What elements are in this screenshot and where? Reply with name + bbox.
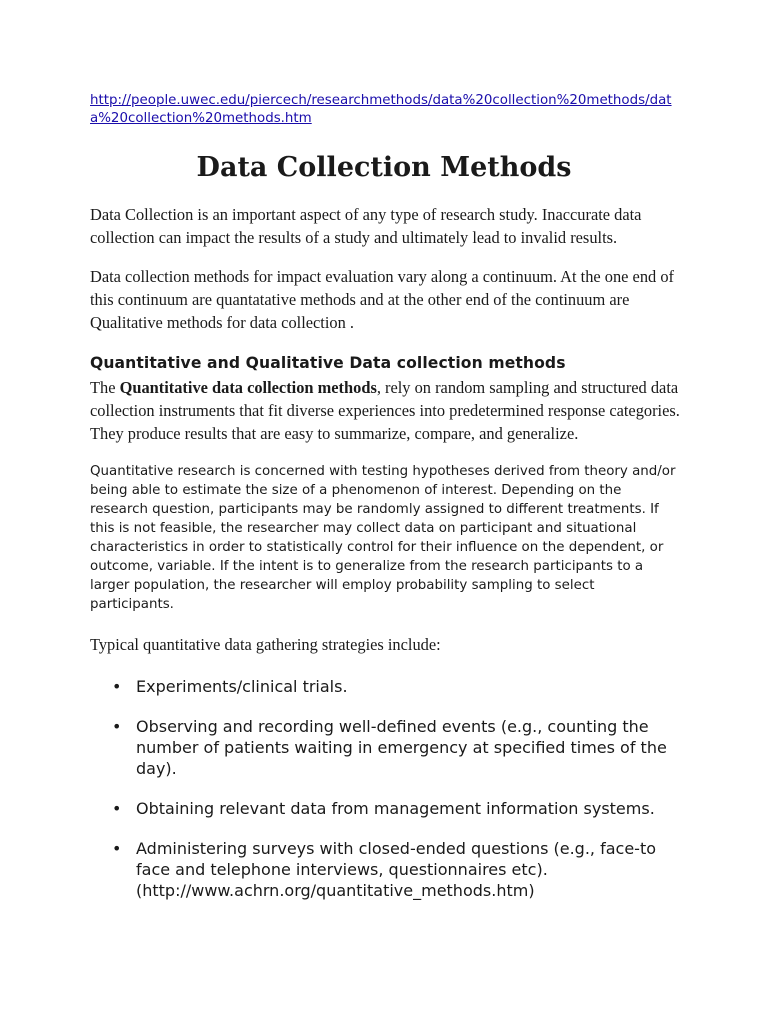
list-item-text: Obtaining relevant data from management information systems. — [136, 799, 655, 818]
list-item — [112, 798, 682, 819]
source-link[interactable]: http://people.uwec.edu/piercech/researchmethods/data%20collection%20methods/data%20collection%20methods.htm — [90, 93, 672, 126]
intro-paragraph: Data Collection is an important aspect of any type of research study. Inaccurate data collection can impact the results of a study and ultimately lead to invalid results. — [90, 205, 642, 247]
strategies-intro: Typical quantitative data gathering strategies include: — [90, 635, 441, 654]
strategies-list — [112, 676, 682, 920]
bullet-icon: • — [112, 677, 122, 696]
section-heading: Quantitative and Qualitative Data collection methods — [90, 354, 566, 372]
list-item — [112, 838, 682, 901]
research-paragraph: Quantitative research is concerned with testing hypotheses derived from theory and/or being able to estimate the size of a phenomenon of interest. Depending on the research question, participants may be randomly assigned to different treatments. If this is not feasible, the researcher may collect data on participant and situational characteristics in order to statistically control for their influence on the dependent, or outcome, variable. If the intent is to generalize from the research participants to a larger population, the researcher will employ probability sampling to select participants. — [90, 464, 676, 612]
bullet-icon: • — [112, 799, 122, 818]
list-item-text: Experiments/clinical trials. — [136, 677, 348, 696]
list-item-text: Administering surveys with closed-ended questions (e.g., face-to face and telephone interviews, questionnaires etc). (http://www.achrn.org/quantitative_methods.htm) — [136, 839, 656, 900]
page-title: Data Collection Methods — [196, 152, 572, 183]
list-item-text: Observing and recording well-defined events (e.g., counting the number of patients waiting in emergency at specified times of the day). — [136, 717, 667, 778]
lead-rest: , rely on random sampling and structured data collection instruments that fit diverse experiences into predetermined response categories. They produce results that are easy to summarize, compare, and generalize. — [90, 378, 680, 443]
lead-bold-term: Quantitative data collection methods — [119, 378, 377, 397]
lead-prefix: The — [90, 378, 120, 397]
bullet-icon: • — [112, 717, 122, 736]
continuum-paragraph: Data collection methods for impact evaluation vary along a continuum. At the one end of this continuum are quantatative methods and at the other end of the continuum are Qualitative methods for data collection . — [90, 267, 674, 332]
quantitative-lead-paragraph — [90, 376, 680, 445]
list-item — [112, 676, 682, 697]
bullet-icon: • — [112, 839, 122, 858]
list-item — [112, 716, 682, 779]
